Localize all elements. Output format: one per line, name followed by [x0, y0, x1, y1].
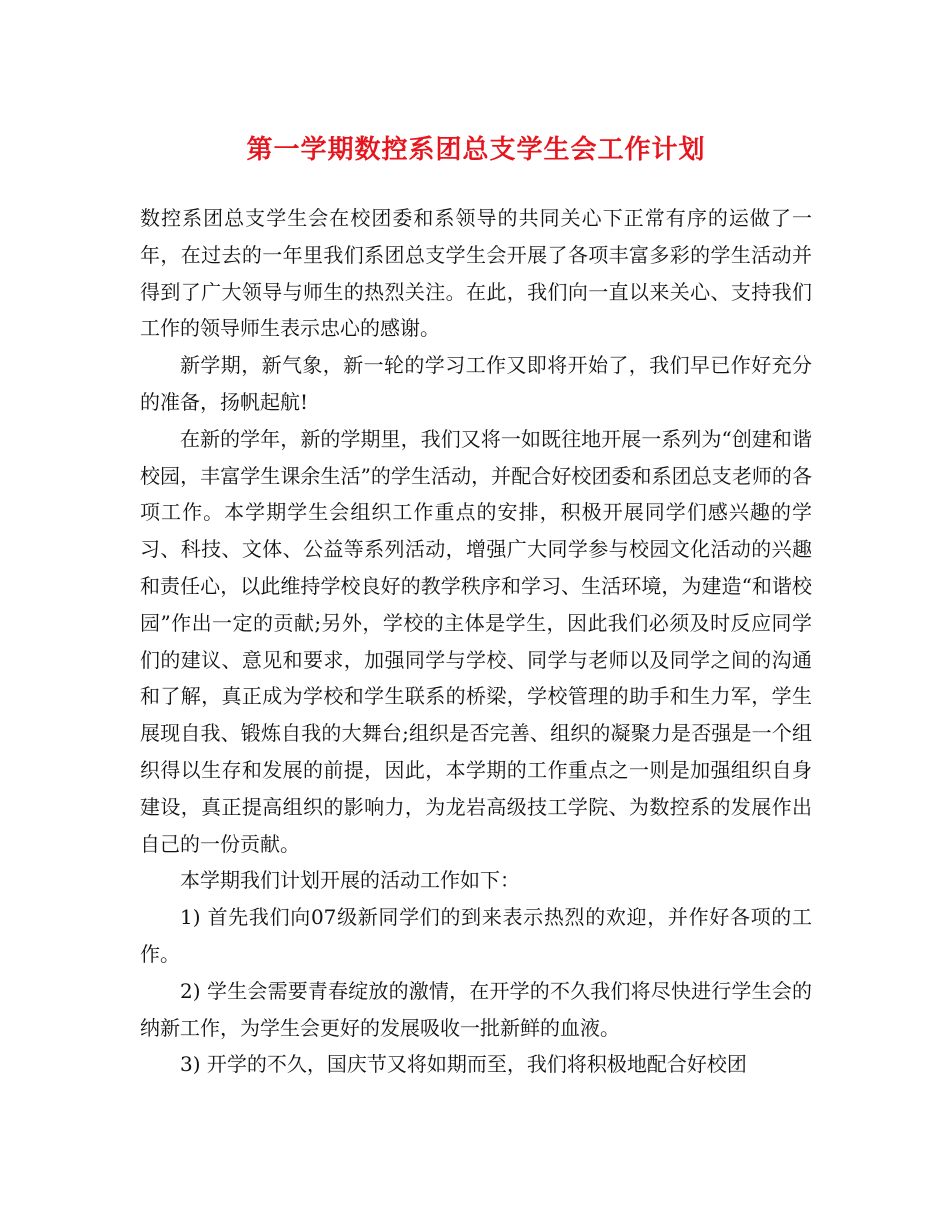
paragraph-intro: 数控系团总支学生会在校团委和系领导的共同关心下正常有序的运做了一年，在过去的一年里我们系团总支学生会开展了各项丰富多彩的学生活动并得到了广大领导与师生的热烈关注。在此，我们向一直以来关心、支持我们工作的领导师生表示忠心的感谢。 — [140, 206, 812, 341]
paragraph-activities-intro: 本学期我们计划开展的活动工作如下： — [180, 868, 520, 893]
document-title: 第一学期数控系团总支学生会工作计划 — [246, 135, 706, 165]
list-item-3: 3) 开学的不久，国庆节又将如期而至，我们将积极地配合好校团 — [180, 1052, 747, 1077]
list-item-2: 2) 学生会需要青春绽放的激情，在开学的不久我们将尽快进行学生会的纳新工作，为学生会更好的发展吸收一批新鲜的血液。 — [140, 978, 812, 1040]
document-body — [140, 200, 812, 1083]
paragraph-new-semester: 新学期，新气象，新一轮的学习工作又即将开始了，我们早已作好充分的准备，扬帆起航! — [140, 353, 812, 414]
paragraph-plan-overview: 在新的学年，新的学期里，我们又将一如既往地开展一系列为“创建和谐校园，丰富学生课余生活”的学生活动，并配合好校团委和系团总支老师的各项工作。本学期学生会组织工作重点的安排，积极开展同学们感兴趣的学习、科技、文体、公益等系列活动，增强广大同学参与校园文化活动的兴趣和责任心，以此维持学校良好的教学秩序和学习、生活环境，为建造“和谐校园”作出一定的贡献;另外，学校的主体是学生，因此我们必须及时反应同学们的建议、意见和要求，加强同学与学校、同学与老师以及同学之间的沟通和了解，真正成为学校和学生联系的桥梁，学校管理的助手和生力军，学生展现自我、锻炼自我的大舞台;组织是否完善、组织的凝聚力是否强是一个组织得以生存和发展的前提，因此，本学期的工作重点之一则是加强组织自身建设，真正提高组织的影响力，为龙岩高级技工学院、为数控系的发展作出自己的一份贡献。 — [140, 426, 812, 856]
list-item-1: 1) 首先我们向07级新同学们的到来表示热烈的欢迎，并作好各项的工作。 — [140, 905, 812, 966]
